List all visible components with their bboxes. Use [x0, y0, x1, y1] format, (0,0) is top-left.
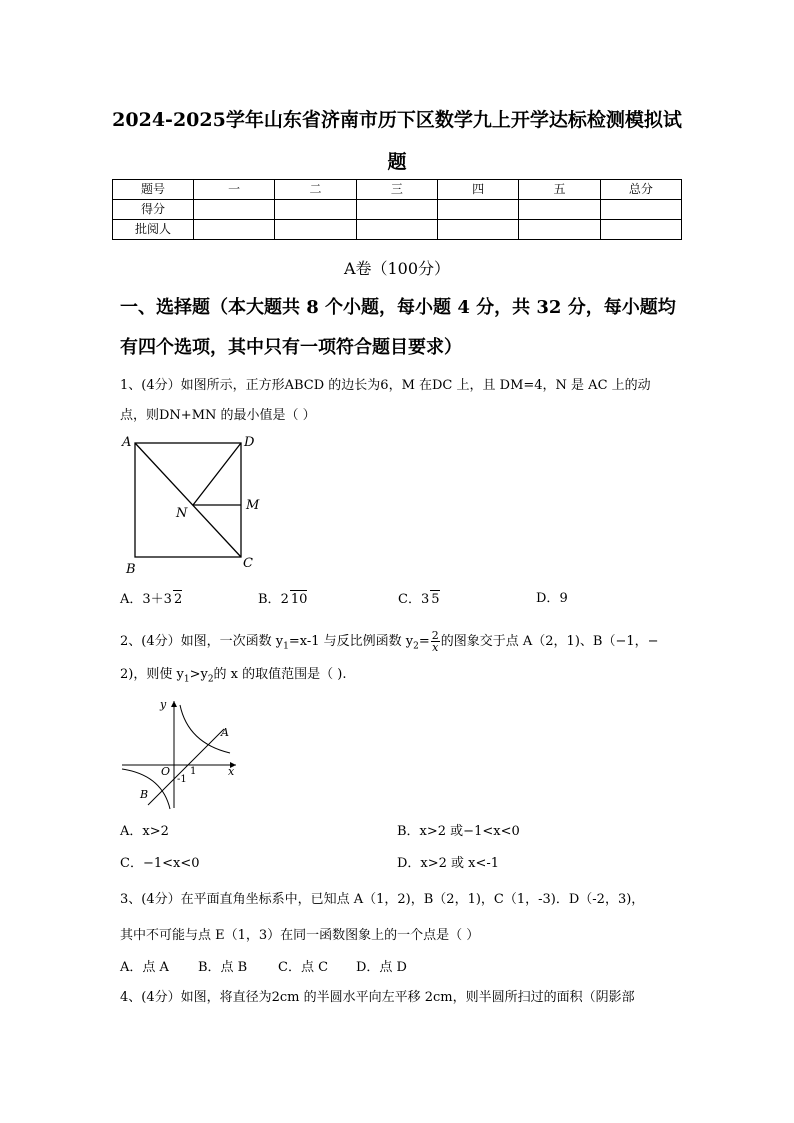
fraction: [431, 630, 440, 653]
table-cell: [356, 220, 437, 240]
table-cell: 五: [519, 180, 600, 200]
page-title-line1: 2024-2025学年山东省济南市历下区数学九上开学达标检测模拟试: [112, 109, 682, 131]
table-cell: [519, 220, 600, 240]
q1-option-b[interactable]: [258, 590, 307, 609]
label-point-a: A: [221, 726, 229, 739]
table-cell: [600, 220, 681, 240]
table-cell: 得分: [113, 200, 194, 220]
q1-option-c[interactable]: [398, 590, 440, 609]
q2-option-d[interactable]: D．x>2 或 x<-1: [397, 856, 500, 871]
text-fragment: 2)，则使 y: [120, 667, 184, 682]
table-cell: [275, 220, 356, 240]
subscript: 1: [183, 674, 190, 685]
option-label: B．: [258, 592, 281, 607]
q2-text-line1: [120, 630, 659, 656]
option-value: 9: [559, 591, 568, 606]
q1-option-a[interactable]: [120, 590, 182, 609]
q3-option-c[interactable]: C．点 C: [278, 960, 329, 975]
label-x: x: [228, 765, 235, 778]
table-row: [113, 220, 682, 240]
label-m: M: [246, 498, 260, 513]
option-value: 3: [420, 592, 430, 607]
option-value: 2: [280, 592, 289, 607]
q2-option-a[interactable]: A．x>2: [120, 824, 169, 839]
label-y: y: [160, 698, 167, 711]
q3-option-a[interactable]: A．点 A: [120, 960, 169, 975]
q3-text-line1: 3、(4分）在平面直角坐标系中，已知点 A（1，2)，B（2，1)，C（1，-3)．D（-2，3)，: [120, 892, 645, 907]
label-d: D: [244, 435, 255, 450]
table-cell: [600, 200, 681, 220]
label-neg-one: -1: [177, 774, 187, 785]
q3-option-b[interactable]: B．点 B: [198, 960, 248, 975]
segment-dn: [193, 443, 241, 505]
radical-value: 10: [290, 592, 308, 607]
q2-option-c[interactable]: C．−1<x<0: [120, 856, 200, 871]
table-cell: 四: [437, 180, 518, 200]
subscript: 2: [413, 641, 419, 652]
table-cell: [437, 200, 518, 220]
text-fragment: 的 x 的取值范围是（ ).: [213, 667, 347, 682]
q1-text-line1: 1、(4分）如图所示，正方形ABCD 的边长为6，M 在DC 上，且 DM=4，N 是 AC 上的动: [120, 378, 651, 393]
table-cell: [356, 200, 437, 220]
q4-text-line1: 4、(4分）如图，将直径为2cm 的半圆水平向左平移 2cm，则半圆所扫过的面积（阴影部: [120, 990, 635, 1005]
table-row: [113, 200, 682, 220]
label-origin: O: [161, 765, 171, 778]
table-cell: [519, 200, 600, 220]
table-cell: 一: [194, 180, 275, 200]
q1-square-figure: [118, 430, 268, 580]
fraction-numerator: 2: [431, 629, 439, 642]
q3-text-line2: 其中不可能与点 E（1，3）在同一函数图象上的一个点是（ ）: [120, 928, 480, 943]
table-cell: 二: [275, 180, 356, 200]
option-value: 3＋3: [142, 592, 172, 607]
table-cell: 三: [356, 180, 437, 200]
q2-option-b[interactable]: B．x>2 或−1<x<0: [397, 824, 520, 839]
q1-text-line2: 点，则DN+MN 的最小值是（ ）: [120, 408, 316, 423]
label-c: C: [243, 556, 253, 571]
score-table: [112, 179, 682, 240]
table-cell: 题号: [113, 180, 194, 200]
text-fragment: =: [418, 634, 430, 649]
label-point-b: B: [140, 788, 149, 801]
diagonal-ac: [135, 443, 241, 557]
q2-graph-figure: [118, 695, 248, 813]
section1-heading-line2: 有四个选项，其中只有一项符合题目要求）: [120, 337, 462, 358]
linear-function-line: [148, 729, 224, 805]
option-label: A．: [120, 592, 143, 607]
text-fragment: >y: [189, 667, 208, 682]
table-cell: 总分: [600, 180, 681, 200]
option-label: C．: [398, 592, 421, 607]
section1-heading-line1: 一、选择题（本大题共 8 个小题，每小题 4 分，共 32 分，每小题均: [120, 297, 676, 318]
table-cell: [275, 200, 356, 220]
text-fragment: =x-1 与反比例函数 y: [288, 634, 414, 649]
radical-value: 5: [431, 592, 440, 607]
label-n: N: [176, 506, 188, 521]
text-fragment: 的图象交于点 A（2，1)、B（−1，−: [440, 634, 659, 649]
radical-value: 2: [173, 592, 183, 607]
table-cell: [194, 220, 275, 240]
q2-text-line2: [120, 666, 346, 689]
q3-option-d[interactable]: D．点 D: [356, 960, 407, 975]
text-fragment: 2、(4分）如图，一次函数 y: [120, 634, 284, 649]
label-a: A: [122, 435, 132, 450]
table-cell: [437, 220, 518, 240]
page-title-line2: 题: [387, 151, 407, 173]
subscript: 2: [207, 674, 214, 685]
label-b: B: [126, 562, 136, 577]
option-label: D．: [536, 591, 560, 606]
y-axis-arrow: [171, 701, 177, 707]
q1-option-d[interactable]: [536, 590, 568, 608]
section-a-title: A卷（100分）: [343, 259, 451, 278]
label-one: 1: [190, 766, 197, 777]
table-cell: [194, 200, 275, 220]
fraction-denominator: x: [432, 641, 439, 654]
table-cell: 批阅人: [113, 220, 194, 240]
subscript: 1: [283, 641, 289, 652]
score-table-header-row: [113, 180, 682, 200]
